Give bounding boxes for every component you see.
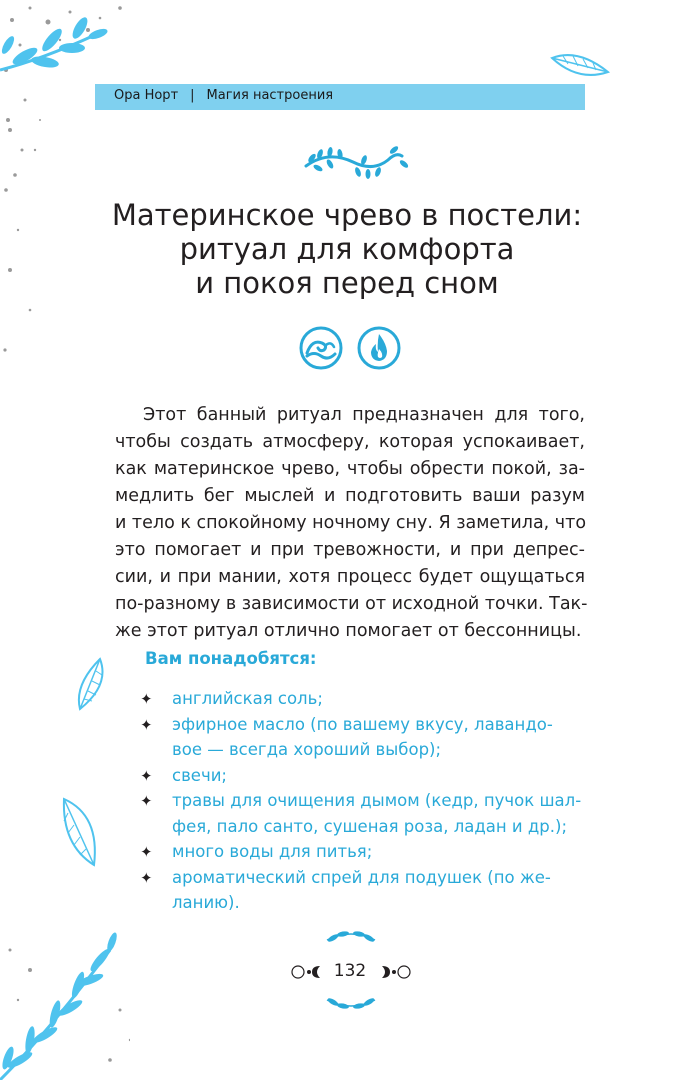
body-line: сии, и при мании, хотя процесс будет ощущаться: [115, 567, 585, 587]
star-bullet-icon: ✦: [140, 843, 153, 861]
vine-ornament: [298, 142, 418, 182]
list-item-text: травы для очищения дымом (кедр, пучок шал-: [172, 791, 582, 810]
page-number: 132: [333, 961, 367, 981]
list-item-text: ароматический спрей для подушек (по же-: [172, 867, 551, 887]
list-item: [140, 839, 590, 865]
list-item-text: вое — всегда хороший выбор);: [172, 740, 442, 759]
list-item: [140, 865, 590, 916]
chapter-title: [60, 198, 634, 300]
speckle-decoration-left: [0, 110, 60, 370]
list-item-text: свечи;: [172, 765, 227, 785]
star-bullet-icon: ✦: [140, 715, 153, 734]
list-item-text: эфирное масло (по вашему вкусу, лавандо-: [172, 714, 553, 734]
list-item-text: много воды для питья;: [172, 842, 373, 861]
list-item: [140, 686, 590, 712]
star-bullet-icon: ✦: [140, 690, 153, 708]
body-line: медлить бег мыслей и подготовить ваши разум: [115, 486, 585, 506]
feather-decoration-left-upper: [70, 655, 110, 715]
header-author: Ора Норт: [114, 88, 179, 103]
list-item-text: английская соль;: [172, 689, 323, 708]
leaf-branch-decoration-bottom-left: [0, 930, 130, 1080]
header-book-title: Магия настроения: [206, 88, 334, 103]
feather-decoration-left-lower: [56, 795, 106, 870]
body-line: как материнское чрево, чтобы обрести покой, за-: [115, 459, 585, 479]
ingredients-list: [140, 686, 590, 916]
needs-heading: Вам понадобятся:: [145, 649, 317, 668]
title-line: ритуал для комфорта: [179, 232, 515, 266]
body-line: же этот ритуал отлично помогает от бессонницы.: [115, 621, 582, 641]
header-separator: |: [190, 88, 195, 103]
list-item: [140, 788, 590, 839]
fire-flame-icon: [356, 325, 402, 371]
star-bullet-icon: ✦: [140, 792, 153, 810]
water-wave-icon: [298, 325, 344, 371]
body-line: это помогает и при тревожности, и при депрес-: [115, 540, 585, 560]
title-line: и покоя перед сном: [195, 266, 499, 300]
list-item-text: фея, пало санто, сушеная роза, ладан и др.);: [172, 816, 568, 836]
list-item: [140, 712, 590, 763]
star-bullet-icon: ✦: [140, 868, 153, 887]
list-item-text: ланию).: [172, 893, 240, 912]
moon-phases-right-icon: [372, 963, 412, 983]
body-line: и тело к спокойному ночному сну. Я заметила, что: [115, 513, 587, 533]
body-paragraph: [115, 402, 588, 645]
body-line: Этот банный ритуал предназначен для того,: [143, 405, 585, 425]
body-line: чтобы создать атмосферу, которая успокаивает,: [115, 432, 585, 452]
title-line: Материнское чрево в постели:: [111, 198, 583, 232]
leaf-branch-decoration-top-left: [0, 0, 110, 85]
running-header: [114, 88, 333, 103]
body-line: по-разному в зависимости от исходной точки. Так-: [115, 594, 588, 614]
star-bullet-icon: ✦: [140, 766, 153, 785]
list-item: [140, 763, 590, 789]
